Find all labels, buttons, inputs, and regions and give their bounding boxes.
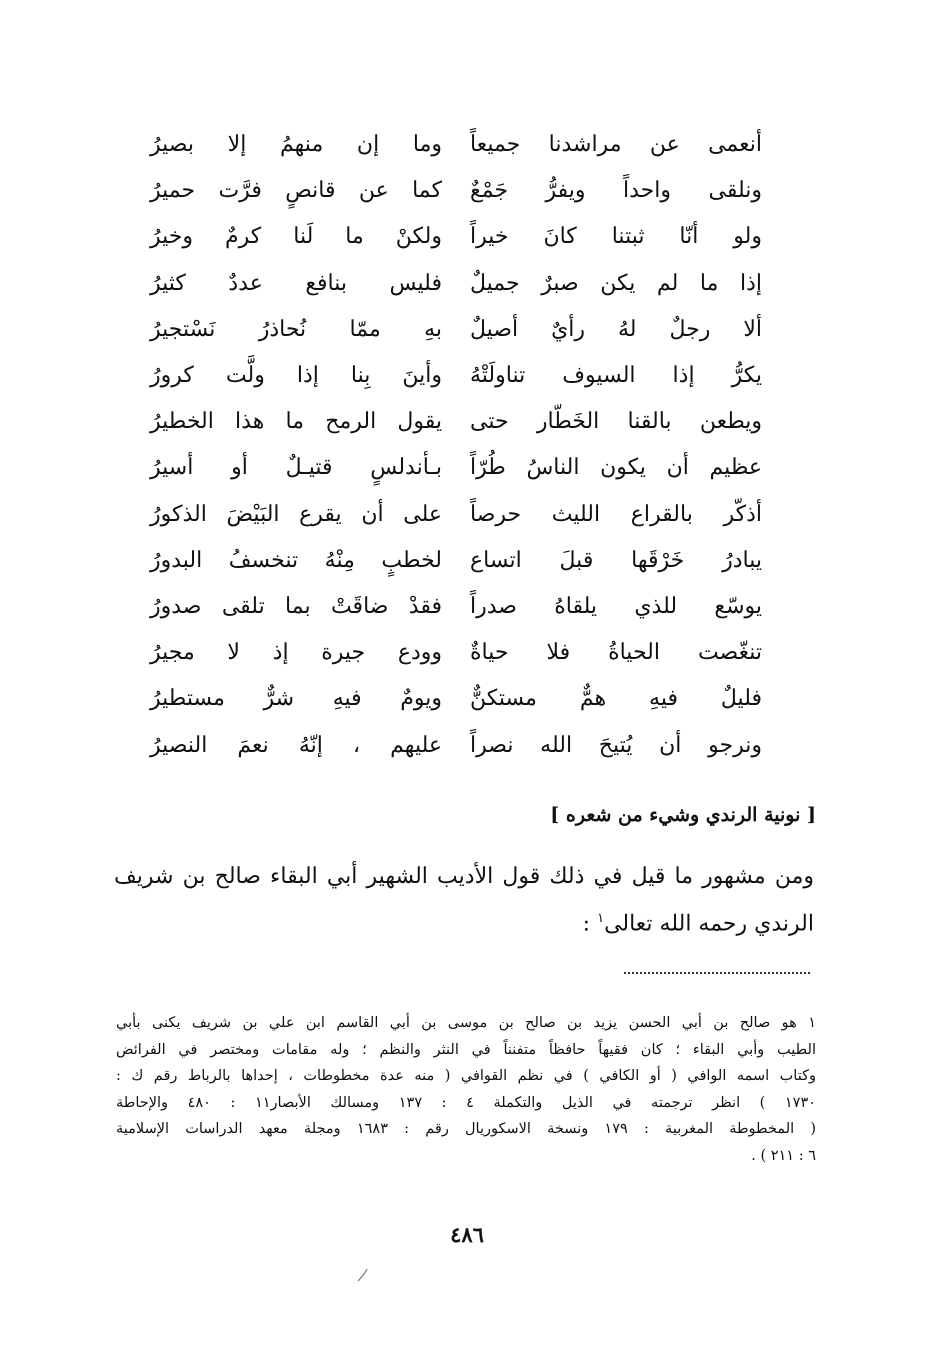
verse xyxy=(150,492,762,538)
ink-mark xyxy=(357,1268,369,1282)
hemistich-left: فليس بنافع عددٌ كثيرُ xyxy=(150,270,442,296)
hemistich-right: فليلٌ فيهِ همٌّ مستكنٌّ xyxy=(470,686,762,712)
hemistich-left: وما إن منهمُ إلا بصيرُ xyxy=(150,132,442,158)
hemistich-left: عليهم ، إنّهُ نعمَ النصيرُ xyxy=(150,732,442,758)
verse xyxy=(150,307,762,353)
hemistich-left: ولكنْ ما لَنا كرمٌ وخيرُ xyxy=(150,224,442,250)
body-paragraph xyxy=(114,856,814,945)
footnote xyxy=(116,1010,816,1169)
verse xyxy=(150,722,762,768)
hemistich-left: لخطبٍ مِنْهُ تنخسفُ البدورُ xyxy=(150,547,442,573)
hemistich-right: يوسّع للذي يلقاهُ صدراً xyxy=(470,593,762,619)
hemistich-left: كما عن قانصٍ فرَّت حميرُ xyxy=(150,178,442,204)
hemistich-left: بـأندلسٍ قتيـلٌ أو أسيرُ xyxy=(150,455,442,481)
hemistich-left: ويومٌ فيهِ شرٌّ مستطيرُ xyxy=(150,686,442,712)
verse xyxy=(150,122,762,168)
paragraph-colon: : xyxy=(582,911,598,937)
hemistich-right: عظيم أن يكون الناسُ طُرّاً xyxy=(470,455,762,481)
verse xyxy=(150,399,762,445)
verse xyxy=(150,538,762,584)
section-heading: [ نونية الرندي وشيء من شعره ] xyxy=(550,804,816,826)
hemistich-right: ونرجو أن يُتيحَ الله نصراً xyxy=(470,732,762,758)
footnote-line: ٦ : ٢١١ ) . xyxy=(751,1147,816,1164)
footnote-line: وكتاب اسمه الوافي ( أو الكافي ) في نظم القوافي ( منه عدة مخطوطات ، إحداها بالرباط رقم ك : xyxy=(116,1068,816,1084)
verse xyxy=(150,584,762,630)
footnote-line: ١٧٣٠ ) انظر ترجمته في الذيل والتكملة ٤ : ١٣٧ ومسالك الأبصار١١ : ٤٨٠ والإحاطة xyxy=(116,1094,817,1111)
hemistich-right: ونلقى واحداً ويفرُّ جَمْعٌ xyxy=(470,178,762,204)
page-number: ٤٨٦ xyxy=(450,1222,484,1247)
hemistich-right: يكرُّ إذا السيوف تناولَتْهُ xyxy=(470,363,762,389)
verse xyxy=(150,353,762,399)
hemistich-right: إذا ما لم يكن صبرٌ جميلٌ xyxy=(470,270,762,296)
verse xyxy=(150,676,762,722)
hemistich-right: ويطعن بالقنا الخَطّار حتى xyxy=(470,409,762,435)
hemistich-right: تنغّصت الحياةُ فلا حياةٌ xyxy=(470,640,762,666)
footnote-reference[interactable]: ١ xyxy=(597,911,605,926)
hemistich-left: فقدْ ضاقَتْ بما تلقى صدورُ xyxy=(150,593,442,619)
verse xyxy=(150,630,762,676)
verse xyxy=(150,168,762,214)
paragraph-line xyxy=(114,898,814,945)
poem xyxy=(150,122,762,769)
verse xyxy=(150,214,762,260)
footnote-line: ( المخطوطة المغربية : ١٧٩ ونسخة الاسكوريال رقم : ١٦٨٣ ومجلة معهد الدراسات الإسلامية xyxy=(116,1121,816,1137)
hemistich-right: ولو أنّا ثبتنا كانَ خيراً xyxy=(470,224,762,250)
hemistich-left: على أن يقرع البَيْضَ الذكورُ xyxy=(150,501,442,527)
footnote-separator xyxy=(624,972,810,974)
paragraph-line: ومن مشهور ما قيل في ذلك قول الأديب الشهير أبي البقاء صالح بن شريف xyxy=(114,864,814,889)
verse xyxy=(150,261,762,307)
paragraph-text: الرندي رحمه الله تعالى xyxy=(604,911,814,937)
hemistich-right: أنعمى عن مراشدنا جميعاً xyxy=(470,132,762,158)
verse xyxy=(150,445,762,491)
hemistich-left: بهِ ممّا نُحاذرُ نَسْتجيرُ xyxy=(150,316,442,342)
hemistich-right: يبادرُ خَرْقَها قبلَ اتساع xyxy=(470,547,762,573)
hemistich-right: أذكّر بالقراع الليث حرصاً xyxy=(470,501,762,527)
hemistich-right: ألا رجلٌ لهُ رأيٌ أصيلٌ xyxy=(470,316,762,342)
hemistich-left: وأينَ بِنا إذا ولَّت كرورُ xyxy=(150,363,442,389)
footnote-line: الطيب وأبي البقاء ؛ كان فقيهاً حافظاً متفنناً في النثر والنظم ؛ وله مقامات ومختصر في الفرائض xyxy=(116,1041,816,1058)
hemistich-left: وودع جيرة إذ لا مجيرُ xyxy=(150,640,442,666)
footnote-line: ١ هو صالح بن أبي الحسن يزيد بن صالح بن موسى بن أبي القاسم ابن علي بن شريف يكنى بأبي xyxy=(116,1015,816,1031)
hemistich-left: يقول الرمح ما هذا الخطيرُ xyxy=(150,409,442,435)
